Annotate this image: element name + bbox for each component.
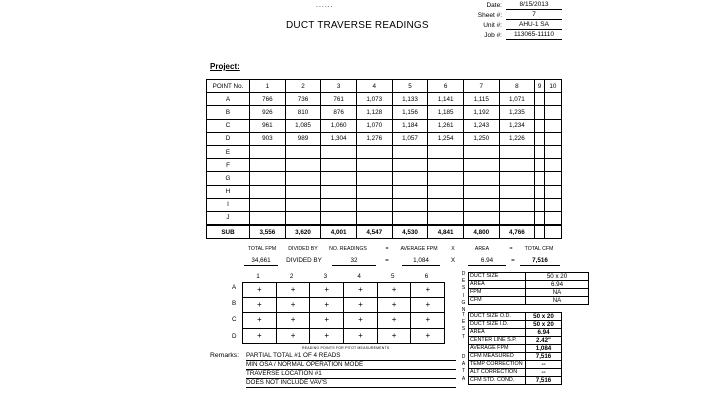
reading-cell [499, 211, 535, 225]
reading-cell: 1,185 [428, 106, 464, 119]
grid-column-label: 1 [256, 273, 260, 280]
grid-point: + [310, 313, 344, 328]
test-side-letter: E [461, 319, 466, 326]
reading-cell [392, 145, 428, 158]
table-row [207, 132, 562, 145]
grid-row [243, 313, 445, 328]
reading-cell [535, 185, 545, 198]
test-side-letter: T [461, 312, 466, 318]
grid-point: + [411, 298, 445, 313]
reading-cell [499, 145, 535, 158]
test-row-value: 1,084 [526, 345, 562, 353]
grid-row-label: C [232, 316, 237, 324]
date-label: Date: [486, 2, 502, 9]
column-header: 5 [392, 80, 428, 93]
reading-cell [428, 172, 464, 185]
grid-column-label: 4 [357, 273, 361, 280]
grid-point: + [310, 298, 344, 313]
reading-cell: 1,304 [321, 132, 357, 145]
reading-cell [250, 211, 286, 225]
test-side-letter: S [461, 326, 466, 333]
grid-row-label: B [232, 300, 237, 308]
reading-cell [356, 172, 392, 185]
data-row [469, 369, 562, 377]
reading-cell [356, 145, 392, 158]
reading-cell [544, 119, 561, 132]
design-row [469, 297, 589, 305]
times-sign: X [451, 246, 455, 252]
grid-point: + [310, 328, 344, 343]
subtotal-cell: 4,766 [499, 225, 535, 239]
area-value: 6.94 [468, 256, 506, 266]
grid-point: + [276, 313, 310, 328]
reading-cell [392, 211, 428, 225]
grid-row [243, 283, 445, 298]
data-row [469, 361, 562, 369]
reading-cell: 1,115 [463, 93, 499, 106]
subtotal-label: SUB [207, 225, 250, 239]
remark-line: MIN OSA / NORMAL OPERATION MODE [246, 361, 456, 370]
reading-cell: 1,141 [428, 93, 464, 106]
remark-line: PARTIAL TOTAL #1 OF 4 READS [246, 352, 456, 361]
data-row-label: CFM STD. COND. [469, 377, 526, 385]
test-row [469, 329, 562, 337]
data-row-value: 7,516 [526, 377, 562, 385]
reading-cell [428, 198, 464, 211]
grid-point: + [344, 283, 378, 298]
reading-cell [356, 198, 392, 211]
grid-row [243, 328, 445, 343]
remark-line: TRAVERSE LOCATION #1 [246, 370, 456, 379]
grid-point: + [411, 313, 445, 328]
test-row-label: CENTER LINE S.P. [469, 337, 526, 345]
row-label: I [207, 198, 250, 211]
column-header: 4 [356, 80, 392, 93]
reading-cell [356, 211, 392, 225]
table-row [207, 145, 562, 158]
reading-cell: 1,085 [285, 119, 321, 132]
subtotal-cell: 4,800 [463, 225, 499, 239]
reading-cell [392, 172, 428, 185]
reading-cell: 1,254 [428, 132, 464, 145]
reading-cell [321, 211, 357, 225]
table-row [207, 119, 562, 132]
test-row-value: 50 x 20 [526, 321, 562, 329]
row-label: F [207, 159, 250, 172]
test-panel [468, 312, 562, 353]
reading-cell [321, 198, 357, 211]
reading-cell [544, 106, 561, 119]
reading-cell [544, 159, 561, 172]
design-row-label: DUCT SIZE [469, 273, 526, 281]
row-label: A [207, 93, 250, 106]
reading-cell [250, 145, 286, 158]
reading-cell [535, 159, 545, 172]
column-header: 9 [535, 80, 545, 93]
divided-by-text: DIVIDED BY [286, 257, 322, 264]
row-label: H [207, 185, 250, 198]
subtotal-cell: 4,841 [428, 225, 464, 239]
column-header: 8 [499, 80, 535, 93]
design-row [469, 273, 589, 281]
grid-point: + [243, 283, 277, 298]
reading-cell [463, 145, 499, 158]
reading-cell: 1,226 [499, 132, 535, 145]
reading-cell [499, 172, 535, 185]
reading-cell [285, 159, 321, 172]
reading-cell [285, 145, 321, 158]
grid-point: + [276, 328, 310, 343]
design-side-letter: S [461, 285, 466, 292]
divided-by-label: DIVIDED BY [288, 246, 318, 252]
subtotal-row [207, 225, 562, 239]
grid-point: + [276, 283, 310, 298]
reading-cell [535, 211, 545, 225]
reading-cell: 1,184 [392, 119, 428, 132]
data-row-label: TEMP CORRECTION [469, 361, 526, 369]
reading-cell: 903 [250, 132, 286, 145]
grid-point: + [411, 283, 445, 298]
reading-cell [499, 198, 535, 211]
reading-cell [392, 185, 428, 198]
reading-cell: 1,276 [356, 132, 392, 145]
date-value: 8/15/2013 [506, 1, 562, 10]
column-header: 1 [250, 80, 286, 93]
times-sign: X [450, 257, 456, 264]
design-panel [468, 272, 589, 305]
reading-cell [250, 159, 286, 172]
reading-cell [463, 172, 499, 185]
data-row [469, 377, 562, 385]
grid-point: + [377, 313, 411, 328]
total-fpm-label: TOTAL FPM [247, 246, 277, 252]
grid-point: + [377, 283, 411, 298]
reading-cell: 876 [321, 106, 357, 119]
data-row-label: ALT CORRECTION [469, 369, 526, 377]
table-row [207, 172, 562, 185]
data-row-value: -- [526, 369, 562, 377]
reading-cell [428, 145, 464, 158]
reading-cell: 1,235 [499, 106, 535, 119]
data-side-letter: D [461, 354, 466, 360]
design-row-label: CFM [469, 297, 526, 305]
remark-line: DOES NOT INCLUDE VAV'S [246, 379, 456, 388]
row-label: D [207, 132, 250, 145]
column-header: 7 [463, 80, 499, 93]
unit-label: Unit #: [483, 22, 502, 29]
reading-cell [499, 185, 535, 198]
subtotal-cell [544, 225, 561, 239]
grid-point: + [377, 298, 411, 313]
remarks-label: Remarks: [210, 352, 240, 359]
row-label: E [207, 145, 250, 158]
total-fpm-value: 34,661 [244, 256, 278, 266]
reading-cell: 1,250 [463, 132, 499, 145]
reading-cell [463, 198, 499, 211]
job-label: Job #: [484, 32, 502, 39]
reading-cell [285, 198, 321, 211]
reading-cell: 961 [250, 119, 286, 132]
test-row-value: 2.42" [526, 337, 562, 345]
grid-row-label: D [232, 332, 237, 340]
test-row [469, 313, 562, 321]
reading-cell: 810 [285, 106, 321, 119]
reading-cell [463, 185, 499, 198]
table-row [207, 93, 562, 106]
average-fpm-label: AVERAGE FPM [400, 246, 438, 252]
test-row-label: DUCT SIZE I.D. [469, 321, 526, 329]
reading-cell: 736 [285, 93, 321, 106]
reading-cell [535, 198, 545, 211]
design-row-value: 6.94 [526, 281, 589, 289]
design-row-value: NA [526, 289, 589, 297]
reading-cell: 926 [250, 106, 286, 119]
reading-cell: 1,192 [463, 106, 499, 119]
design-row [469, 289, 589, 297]
design-side-letter: I [462, 292, 465, 299]
reading-cell [250, 185, 286, 198]
reading-cell [356, 159, 392, 172]
table-row [207, 198, 562, 211]
subtotal-cell: 4,530 [392, 225, 428, 239]
grid-column-label: 6 [424, 273, 429, 280]
reading-cell: 761 [321, 93, 357, 106]
table-row [207, 106, 562, 119]
reading-cell [544, 198, 561, 211]
traverse-readings-table [206, 79, 562, 239]
subtotal-cell: 4,001 [321, 225, 357, 239]
grid-caption: READING POINTS FOR PITOT MEASUREMENTS [302, 346, 390, 350]
page-title: DUCT TRAVERSE READINGS [286, 20, 429, 31]
reading-cell: 766 [250, 93, 286, 106]
grid-point: + [377, 328, 411, 343]
test-row [469, 321, 562, 329]
equals-sign: = [511, 257, 515, 264]
test-row [469, 337, 562, 345]
grid-row-label: A [232, 284, 237, 291]
reading-cell [535, 106, 545, 119]
column-header: 2 [285, 80, 321, 93]
test-row-value: 6.94 [526, 329, 562, 337]
grid-point: + [310, 283, 344, 298]
table-row [207, 211, 562, 225]
reading-cell: 1,070 [356, 119, 392, 132]
reading-cell [544, 132, 561, 145]
data-side-letter: A [461, 361, 466, 368]
reading-cell [250, 172, 286, 185]
column-header: 3 [321, 80, 357, 93]
reading-cell: 1,156 [392, 106, 428, 119]
design-row [469, 281, 589, 289]
reading-cell [544, 93, 561, 106]
reading-cell: 1,128 [356, 106, 392, 119]
test-row-value: 50 x 20 [526, 313, 562, 321]
no-readings-label: NO. READINGS [329, 246, 367, 252]
reading-cell [428, 185, 464, 198]
table-row [207, 185, 562, 198]
project-label: Project: [210, 62, 240, 71]
reading-cell: 1,133 [392, 93, 428, 106]
design-side-letter: E [461, 278, 466, 285]
grid-point: + [411, 328, 445, 343]
reading-cell [285, 172, 321, 185]
design-row-label: FPM [469, 289, 526, 297]
reading-cell [392, 159, 428, 172]
average-fpm-value: 1,084 [402, 256, 440, 266]
equals-sign: = [385, 246, 389, 252]
header-dots: ...... [316, 2, 334, 9]
data-row-value: -- [526, 361, 562, 369]
design-side-letter: N [461, 307, 466, 313]
grid-column-label: 2 [289, 273, 294, 280]
equals-sign: = [385, 257, 389, 264]
reading-cell [250, 198, 286, 211]
reading-cell [535, 132, 545, 145]
job-value: 113065-11110 [506, 31, 562, 40]
design-side-letter: D [461, 271, 466, 277]
grid-point: + [344, 328, 378, 343]
reading-cell [544, 145, 561, 158]
reading-cell [428, 159, 464, 172]
data-row-label: CFM MEASURED [469, 353, 526, 361]
reading-cell [463, 211, 499, 225]
reading-cell: 1,261 [428, 119, 464, 132]
pitot-grid [242, 282, 445, 344]
area-label: AREA [474, 246, 490, 252]
test-row-label: AREA [469, 329, 526, 337]
design-row-value: NA [526, 297, 589, 305]
data-row [469, 353, 562, 361]
reading-cell [535, 145, 545, 158]
grid-column-label: 3 [323, 273, 328, 280]
reading-cell [535, 119, 545, 132]
test-row-label: AVERAGE FPM [469, 345, 526, 353]
test-side-letter: T [461, 333, 466, 340]
row-label: G [207, 172, 250, 185]
reading-cell: 1,243 [463, 119, 499, 132]
grid-point: + [344, 298, 378, 313]
column-header: 6 [428, 80, 464, 93]
data-panel [468, 352, 562, 385]
reading-cell: 1,060 [321, 119, 357, 132]
grid-point: + [344, 313, 378, 328]
reading-cell [544, 172, 561, 185]
grid-point: + [276, 298, 310, 313]
grid-row [243, 298, 445, 313]
grid-point: + [243, 298, 277, 313]
reading-cell [544, 185, 561, 198]
no-readings-value: 32 [332, 256, 376, 266]
column-header: 10 [544, 80, 561, 93]
unit-value: AHU-1 SA [506, 21, 562, 30]
row-label: B [207, 106, 250, 119]
reading-cell: 989 [285, 132, 321, 145]
design-side-letter: G [461, 299, 466, 306]
reading-cell [321, 172, 357, 185]
table-row [207, 159, 562, 172]
reading-cell: 1,234 [499, 119, 535, 132]
reading-cell [428, 211, 464, 225]
row-label: C [207, 119, 250, 132]
reading-cell [356, 185, 392, 198]
design-row-value: 50 x 20 [526, 273, 589, 281]
reading-cell: 1,057 [392, 132, 428, 145]
grid-point: + [243, 313, 277, 328]
reading-cell [392, 198, 428, 211]
grid-column-label: 5 [391, 273, 395, 280]
reading-cell [463, 159, 499, 172]
reading-cell [535, 172, 545, 185]
subtotal-cell: 4,547 [356, 225, 392, 239]
subtotal-cell [535, 225, 545, 239]
reading-cell [285, 211, 321, 225]
total-cfm-value: 7,516 [520, 256, 560, 266]
table-header-row [207, 80, 562, 93]
data-side-letter: A [461, 375, 466, 382]
reading-cell [285, 185, 321, 198]
subtotal-cell: 3,556 [250, 225, 286, 239]
subtotal-cell: 3,620 [285, 225, 321, 239]
grid-point: + [243, 328, 277, 343]
reading-cell [321, 145, 357, 158]
sheet-label: Sheet #: [477, 12, 502, 19]
test-row-label: DUCT SIZE O.D. [469, 313, 526, 321]
reading-cell [321, 185, 357, 198]
sheet-value: 7 [506, 11, 562, 20]
reading-cell: 1,071 [499, 93, 535, 106]
reading-cell: 1,073 [356, 93, 392, 106]
row-label: J [207, 211, 250, 225]
reading-cell [535, 93, 545, 106]
reading-cell [321, 159, 357, 172]
data-row-value: 7,516 [526, 353, 562, 361]
total-cfm-label: TOTAL CFM [524, 246, 554, 252]
reading-cell [499, 159, 535, 172]
point-number-header: POINT No. [207, 80, 250, 93]
reading-cell [544, 211, 561, 225]
equals-sign: = [509, 246, 513, 252]
design-row-label: AREA [469, 281, 526, 289]
data-side-letter: T [461, 368, 466, 375]
